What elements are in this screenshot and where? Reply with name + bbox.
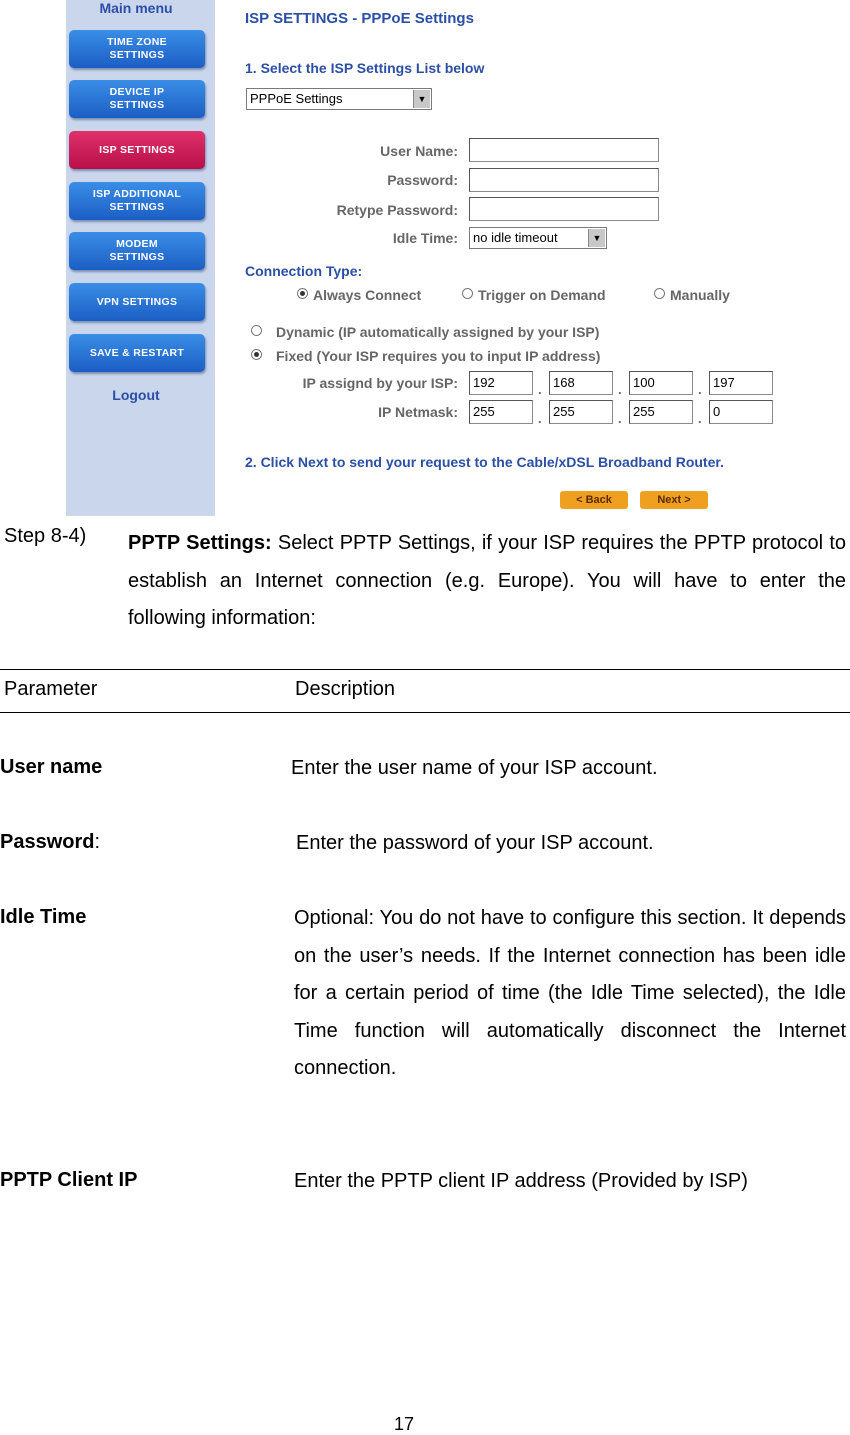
ip-octet-4[interactable]: 197: [709, 371, 773, 395]
netmask-octet-2[interactable]: 255: [549, 400, 613, 424]
isp-settings-select[interactable]: [246, 88, 432, 110]
desc-idle-time: Optional: You do not have to configure this section. It depends on the user’s needs. If the Internet connection has been idle for a certain period of time (the Idle Time selected), the Idle Time function will automatically disconnect the Internet connection.: [294, 907, 846, 1079]
connection-type-heading: Connection Type:: [245, 263, 363, 279]
netmask-octet-1[interactable]: 255: [469, 400, 533, 424]
ip-separator: .: [698, 382, 702, 397]
radio-label: Always Connect: [313, 287, 422, 303]
desc-pptp-client-ip: Enter the PPTP client IP address (Provided by ISP): [294, 1170, 748, 1192]
page-number: 17: [393, 1414, 415, 1434]
nav-vpn-settings[interactable]: VPN SETTINGS: [69, 283, 205, 321]
retype-password-input[interactable]: [469, 197, 659, 221]
idle-time-select[interactable]: [469, 227, 607, 249]
nav-save-restart[interactable]: SAVE & RESTART: [69, 334, 205, 372]
main-menu-title: Main menu: [99, 0, 173, 16]
main-menu-sidebar: [66, 0, 215, 516]
radio-always-connect[interactable]: [297, 287, 421, 303]
param-user-name: User name: [0, 756, 103, 778]
ip-octet-2[interactable]: 168: [549, 371, 613, 395]
table-top-rule: [0, 669, 850, 670]
ip-separator: .: [618, 411, 622, 426]
radio-unselected-icon: [251, 325, 262, 336]
password-input[interactable]: [469, 168, 659, 192]
radio-label: Dynamic (IP automatically assigned by your ISP): [276, 324, 600, 340]
radio-dynamic-ip[interactable]: [251, 324, 599, 340]
ip-separator: .: [698, 411, 702, 426]
radio-manually[interactable]: [654, 287, 730, 303]
chevron-down-icon: ▼: [413, 90, 430, 108]
nav-isp-settings[interactable]: ISP SETTINGS: [69, 131, 205, 169]
radio-selected-icon: [251, 349, 262, 360]
idle-time-label: Idle Time:: [392, 230, 458, 246]
radio-unselected-icon: [462, 288, 473, 299]
ip-octet-1[interactable]: 192: [469, 371, 533, 395]
param-pptp-client-ip: PPTP Client IP: [0, 1169, 138, 1191]
next-button[interactable]: Next >: [640, 491, 708, 509]
router-screenshot: [66, 0, 786, 516]
step1-heading: 1. Select the ISP Settings List below: [245, 60, 485, 76]
netmask-octet-4[interactable]: 0: [709, 400, 773, 424]
nav-modem-settings[interactable]: MODEM SETTINGS: [69, 232, 205, 270]
desc-password: Enter the password of your ISP account.: [296, 832, 654, 854]
header-description: Description: [295, 678, 396, 700]
user-name-label: User Name:: [380, 143, 458, 159]
nav-isp-additional-settings[interactable]: ISP ADDITIONAL SETTINGS: [69, 182, 205, 220]
step-bold-title: PPTP Settings:: [128, 532, 272, 554]
nav-time-zone-settings[interactable]: TIME ZONE SETTINGS: [69, 30, 205, 68]
radio-unselected-icon: [654, 288, 665, 299]
ip-separator: .: [538, 411, 542, 426]
step-label: Step 8-4): [4, 525, 87, 547]
netmask-octet-3[interactable]: 255: [629, 400, 693, 424]
radio-label: Manually: [670, 287, 730, 303]
ip-octet-3[interactable]: 100: [629, 371, 693, 395]
radio-selected-icon: [297, 288, 308, 299]
step2-heading: 2. Click Next to send your request to the Cable/xDSL Broadband Router.: [245, 454, 724, 470]
isp-select-value: PPPoE Settings: [250, 91, 343, 106]
nav-device-ip-settings[interactable]: DEVICE IP SETTINGS: [69, 80, 205, 118]
step-paragraph: [128, 525, 846, 638]
ip-netmask-label: IP Netmask:: [378, 404, 458, 420]
desc-user-name: Enter the user name of your ISP account.: [291, 757, 658, 779]
user-name-input[interactable]: [469, 138, 659, 162]
isp-settings-panel: [245, 0, 785, 516]
ip-separator: .: [538, 382, 542, 397]
header-parameter: Parameter: [4, 678, 98, 700]
page-title: ISP SETTINGS - PPPoE Settings: [245, 10, 474, 27]
retype-password-label: Retype Password:: [336, 202, 458, 218]
radio-fixed-ip[interactable]: [251, 348, 600, 364]
param-idle-time: Idle Time: [0, 906, 87, 928]
ip-separator: .: [618, 382, 622, 397]
password-label: Password:: [387, 172, 458, 188]
ip-assigned-label: IP assignd by your ISP:: [302, 375, 458, 391]
table-header-rule: [0, 712, 850, 713]
radio-trigger-on-demand[interactable]: [462, 287, 606, 303]
param-password-colon: :: [94, 831, 101, 853]
param-password: [0, 831, 100, 854]
param-password-text: Password: [0, 831, 95, 853]
idle-select-value: no idle timeout: [473, 230, 558, 245]
step-text: Select PPTP Settings, if your ISP requires the PPTP protocol to establish an Internet connection (e.g. Europe). You will have to enter the following information:: [128, 532, 847, 629]
radio-label: Fixed (Your ISP requires you to input IP address): [276, 348, 601, 364]
radio-label: Trigger on Demand: [478, 287, 606, 303]
back-button[interactable]: < Back: [560, 491, 628, 509]
logout-link[interactable]: Logout: [112, 387, 160, 403]
chevron-down-icon: ▼: [588, 229, 605, 247]
